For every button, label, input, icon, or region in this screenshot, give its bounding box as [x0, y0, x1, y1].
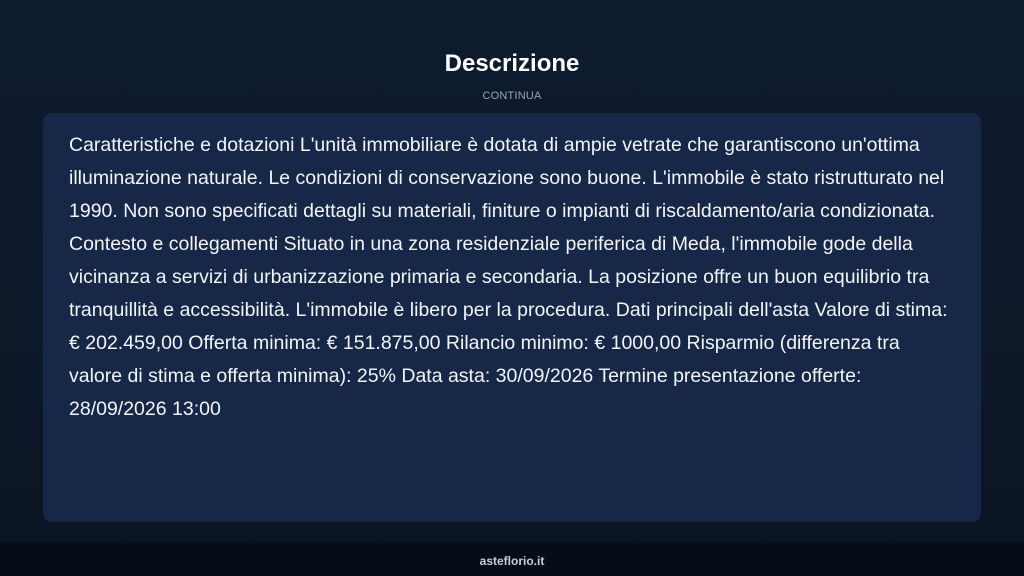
page-title: Descrizione: [444, 50, 580, 77]
description-text: Caratteristiche e dotazioni L'unità immobiliare è dotata di ampie vetrate che garantiscono un'ottima illuminazione naturale. Le condizioni di conservazione sono buone. L'immobile è stato ristrutturato nel 1990. Non sono specificati dettagli su materiali, finiture o impianti di riscaldamento/aria condizionata. Contesto e collegamenti Situato in una zona residenziale periferica di Meda, l'immobile gode della vicinanza a servizi di urbanizzazione primaria e secondaria. La posizione offre un buon equilibrio tra tranquillità e accessibilità. L'immobile è libero per la procedura. Dati principali dell'asta Valore di stima: € 202.459,00 Offerta minima: € 151.875,00 Rilancio minimo: € 1000,00 Risparmio (differenza tra valore di stima e offerta minima): 25% Data asta: 30/09/2026 Termine presentazione offerte: 28/09/2026 13:00: [69, 134, 948, 420]
footer-site-name: asteflorio.it: [479, 554, 545, 568]
page-subtitle: CONTINUA: [482, 90, 542, 102]
description-card: [43, 113, 981, 522]
footer-bar: [0, 543, 1024, 576]
